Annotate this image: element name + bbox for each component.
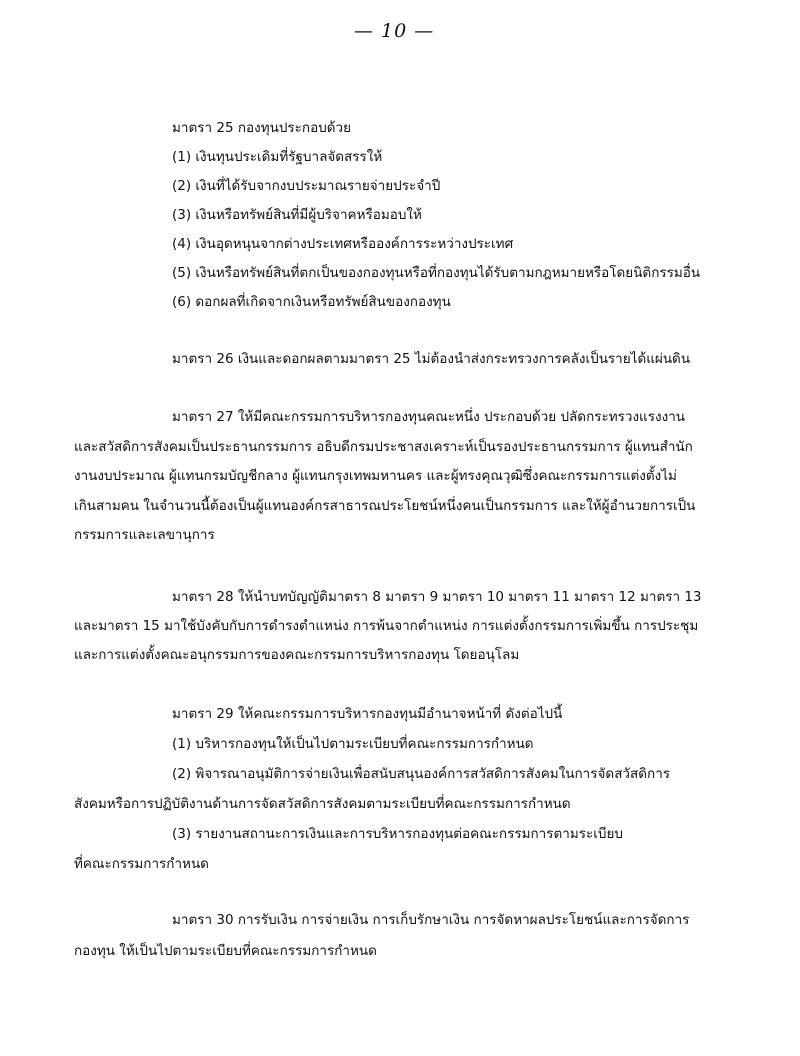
section-27-line-5: กรรมการและเลขานุการ [74,527,215,543]
section-25-item-1: (1) เงินทุนประเดิมที่รัฐบาลจัดสรรให้ [172,149,383,165]
section-28-line-1: มาตรา 28 ให้นำบทบัญญัติมาตรา 8 มาตรา 9 มาตรา 10 มาตรา 11 มาตรา 12 มาตรา 13 [172,589,702,605]
section-25-item-5: (5) เงินหรือทรัพย์สินที่ตกเป็นของกองทุนหรือที่กองทุนได้รับตามกฎหมายหรือโดยนิติกรรมอื่น [172,265,701,281]
section-25-item-2: (2) เงินที่ได้รับจากงบประมาณรายจ่ายประจำปี [172,178,441,194]
section-26-text: มาตรา 26 เงินและดอกผลตามมาตรา 25 ไม่ต้องนำส่งกระทรวงการคลังเป็นรายได้แผ่นดิน [172,351,691,367]
section-28-line-3: และการแต่งตั้งคณะอนุกรรมการของคณะกรรมการบริหารกองทุน โดยอนุโลม [74,647,520,663]
section-30-line-1: มาตรา 30 การรับเงิน การจ่ายเงิน การเก็บรักษาเงิน การจัดหาผลประโยชน์และการจัดการ [172,912,690,928]
section-29-item-3-line-2: ที่คณะกรรมการกำหนด [74,856,209,872]
section-29-item-3-line-1: (3) รายงานสถานะการเงินและการบริหารกองทุนต่อคณะกรรมการตามระเบียบ [172,826,623,842]
page-number: — 10 — [354,20,435,42]
section-29-item-2-line-1: (2) พิจารณาอนุมัติการจ่ายเงินเพื่อสนับสนุนองค์การสวัสดิการสังคมในการจัดสวัสดิการ [172,766,671,782]
section-25-heading: มาตรา 25 กองทุนประกอบด้วย [172,120,352,136]
section-27-line-4: เกินสามคน ในจำนวนนี้ต้องเป็นผู้แทนองค์กรสาธารณประโยชน์หนึ่งคนเป็นกรรมการ และให้ผู้อำนวยการเป็น [74,498,696,514]
section-27-line-3: งานงบประมาณ ผู้แทนกรมบัญชีกลาง ผู้แทนกรุงเทพมหานคร และผู้ทรงคุณวุฒิซึ่งคณะกรรมการแต่งตั้งไม่ [74,468,677,484]
section-25-item-6: (6) ดอกผลที่เกิดจากเงินหรือทรัพย์สินของกองทุน [172,294,451,310]
section-27-line-1: มาตรา 27 ให้มีคณะกรรมการบริหารกองทุนคณะหนึ่ง ประกอบด้วย ปลัดกระทรวงแรงงาน [172,409,686,425]
section-27-line-2: และสวัสดิการสังคมเป็นประธานกรรมการ อธิบดีกรมประชาสงเคราะห์เป็นรองประธานกรรมการ ผู้แทนสำนัก [74,439,693,455]
section-28-line-2: และมาตรา 15 มาใช้บังคับกับการดำรงตำแหน่ง การพ้นจากตำแหน่ง การแต่งตั้งกรรมการเพิ่มขึ้น การประชุม [74,618,699,634]
section-29-item-1: (1) บริหารกองทุนให้เป็นไปตามระเบียบที่คณะกรรมการกำหนด [172,736,534,752]
section-25-item-4: (4) เงินอุดหนุนจากต่างประเทศหรือองค์การระหว่างประเทศ [172,236,514,252]
section-29-heading: มาตรา 29 ให้คณะกรรมการบริหารกองทุนมีอำนาจหน้าที่ ดังต่อไปนี้ [172,706,563,722]
section-25-item-3: (3) เงินหรือทรัพย์สินที่มีผู้บริจาคหรือมอบให้ [172,207,422,223]
section-30-line-2: กองทุน ให้เป็นไปตามระเบียบที่คณะกรรมการกำหนด [74,943,377,959]
section-29-item-2-line-2: สังคมหรือการปฏิบัติงานด้านการจัดสวัสดิการสังคมตามระเบียบที่คณะกรรมการกำหนด [74,796,571,812]
